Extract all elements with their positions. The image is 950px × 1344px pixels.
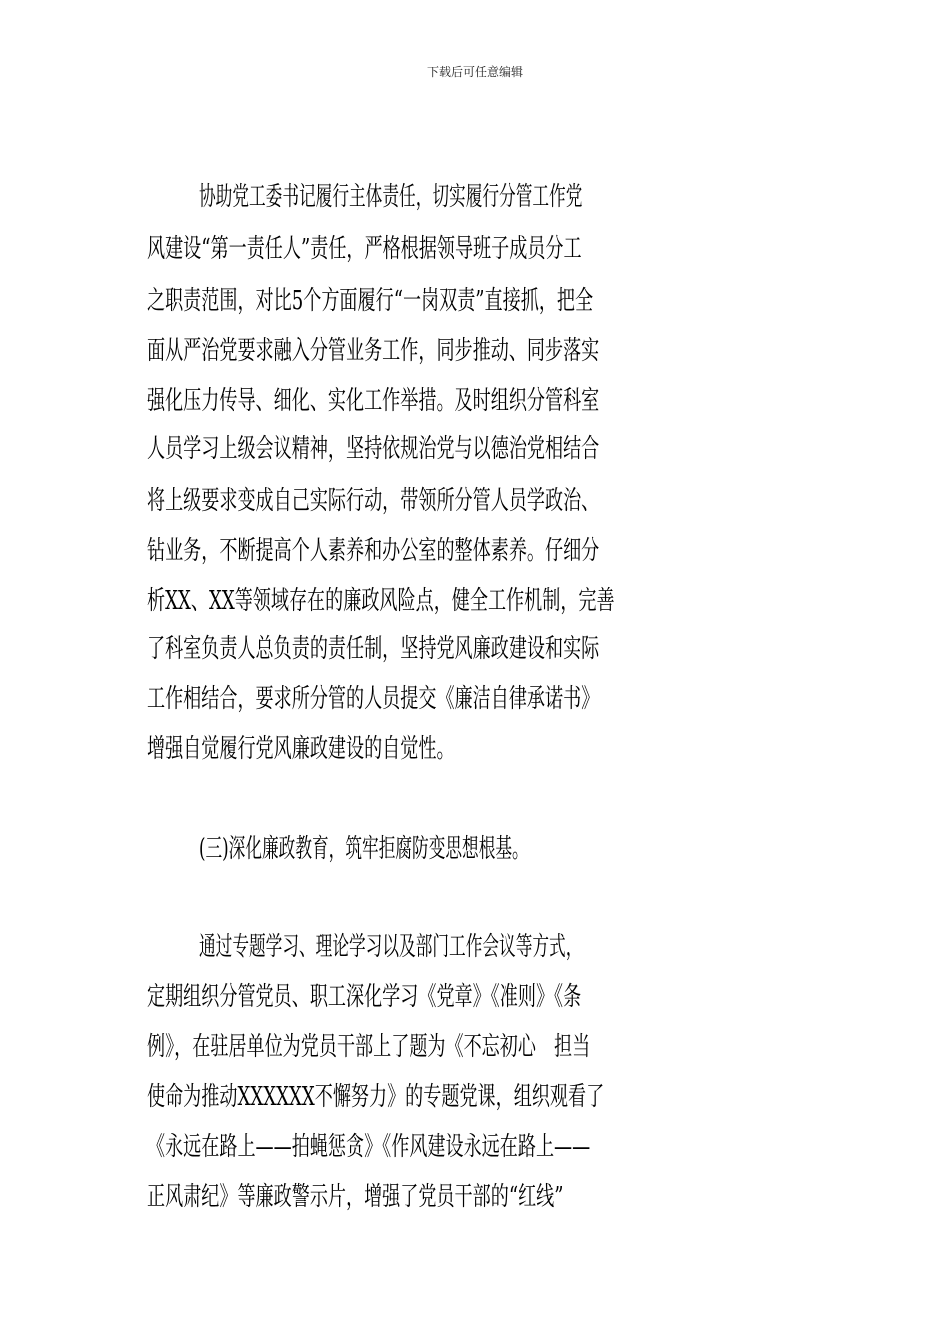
paragraph-line: 通过专题学习、理论学习以及部门工作会议等方式，	[199, 932, 583, 962]
paragraph-line: 工作相结合，要求所分管的人员提交《廉洁自律承诺书》	[147, 684, 600, 714]
paragraph-line: 协助党工委书记履行主体责任，切实履行分管工作党	[199, 182, 583, 212]
section-heading-text: (三)深化廉政教育，筑牢拒腐防变思想根基。	[199, 834, 529, 864]
paragraph-line: 使命为推动XXXXXX不懈努力》的专题党课，组织观看了	[147, 1082, 605, 1112]
paragraph-line: 面从严治党要求融入分管业务工作，同步推动、同步落实	[147, 336, 600, 366]
paragraph-line: 了科室负责人总负责的责任制，坚持党风廉政建设和实际	[147, 634, 600, 664]
paragraph-line: 人员学习上级会议精神，坚持依规治党与以德治党相结合	[147, 434, 600, 464]
paragraph-line: 例》，在驻居单位为党员干部上了题为《不忘初心 担当	[147, 1032, 591, 1062]
paragraph-line: 析XX、XX等领域存在的廉政风险点，健全工作机制，完善	[147, 586, 615, 616]
paragraph-line: 强化压力传导、细化、实化工作举措。及时组织分管科室	[147, 386, 600, 416]
paragraph-line: 之职责范围，对比5个方面履行“一岗双责”直接抓，把全	[147, 286, 594, 316]
paragraph-line: 定期组织分管党员、职工深化学习《党章》《准则》《条	[147, 982, 582, 1012]
paragraph-line: 钻业务，不断提高个人素养和办公室的整体素养。仔细分	[147, 536, 600, 566]
paragraph-line: 正风肃纪》等廉政警示片，增强了党员干部的“红线”	[147, 1182, 564, 1212]
paragraph-line: 增强自觉履行党风廉政建设的自觉性。	[147, 734, 455, 764]
paragraph-line: 风建设“第一责任人”责任，严格根据领导班子成员分工	[147, 234, 582, 264]
paragraph-line: 将上级要求变成自己实际行动，带领所分管人员学政治、	[147, 486, 600, 516]
page-header: 下载后可任意编辑	[426, 65, 523, 79]
paragraph-line: 《永远在路上——拍蝇惩贪》《作风建设永远在路上——	[147, 1132, 591, 1162]
